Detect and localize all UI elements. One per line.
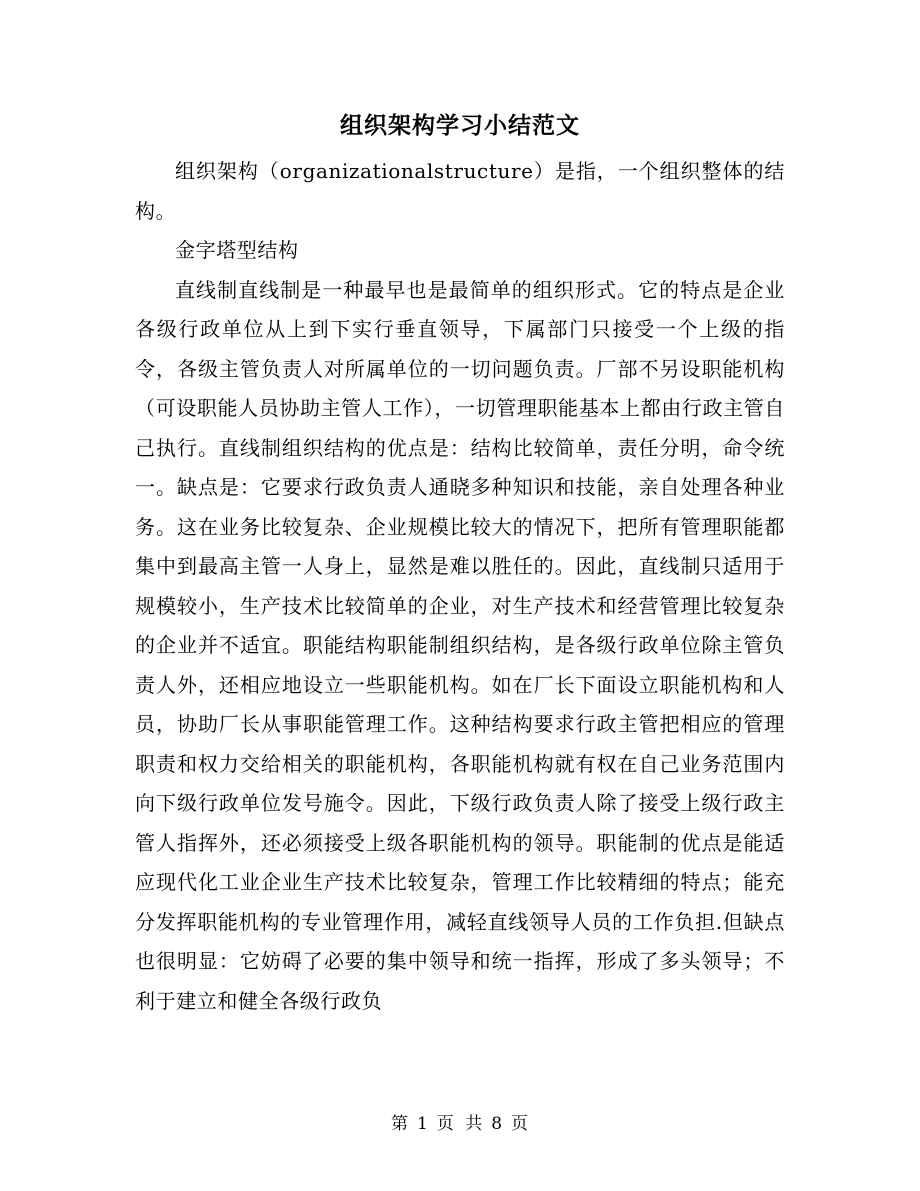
footer-page-number: 1 — [416, 1114, 429, 1134]
paragraph-line-structure: 直线制直线制是一种最早也是最简单的组织形式。它的特点是企业各级行政单位从上到下实行垂直领导，下属部门只接受一个上级的指令，各级主管负责人对所属单位的一切问题负责。厂部不另设职能机构（可设职能人员协助主管人工作），一切管理职能基本上都由行政主管自己执行。直线制组织结构的优点是：结构比较简单，责任分明，命令统一。缺点是：它要求行政负责人通晓多种知识和技能，亲自处理各种业务。这在业务比较复杂、企业规模比较大的情况下，把所有管理职能都集中到最高主管一人身上，显然是难以胜任的。因此，直线制只适用于规模较小，生产技术比较简单的企业，对生产技术和经营管理比较复杂的企业并不适宜。职能结构职能制组织结构，是各级行政单位除主管负责人外，还相应地设立一些职能机构。如在厂长下面设立职能机构和人员，协助厂长从事职能管理工作。这种结构要求行政主管把相应的管理职责和权力交给相关的职能机构，各职能机构就有权在自己业务范围内向下级行政单位发号施令。因此，下级行政负责人除了接受上级行政主管人指挥外，还必须接受上级各职能机构的领导。职能制的优点是能适应现代化工业企业生产技术比较复杂，管理工作比较精细的特点；能充分发挥职能机构的专业管理作用，减轻直线领导人员的工作负担.但缺点也很明显：它妨碍了必要的集中领导和统一指挥，形成了多头领导；不利于建立和健全各级行政负 — [135, 277, 785, 1013]
footer-prefix: 第 — [390, 1114, 409, 1134]
paragraph-definition: 组织架构（organizationalstructure）是指，一个组织整体的结构。 — [135, 159, 785, 223]
footer-middle: 页 共 — [436, 1114, 484, 1134]
footer-suffix: 页 — [511, 1114, 530, 1134]
footer-total-pages: 8 — [491, 1114, 504, 1134]
document-title: 组织架构学习小结范文 — [340, 112, 580, 139]
page-footer — [0, 1112, 920, 1136]
document-body — [135, 152, 785, 1021]
paragraph-pyramid-heading: 金字塔型结构 — [175, 238, 299, 262]
